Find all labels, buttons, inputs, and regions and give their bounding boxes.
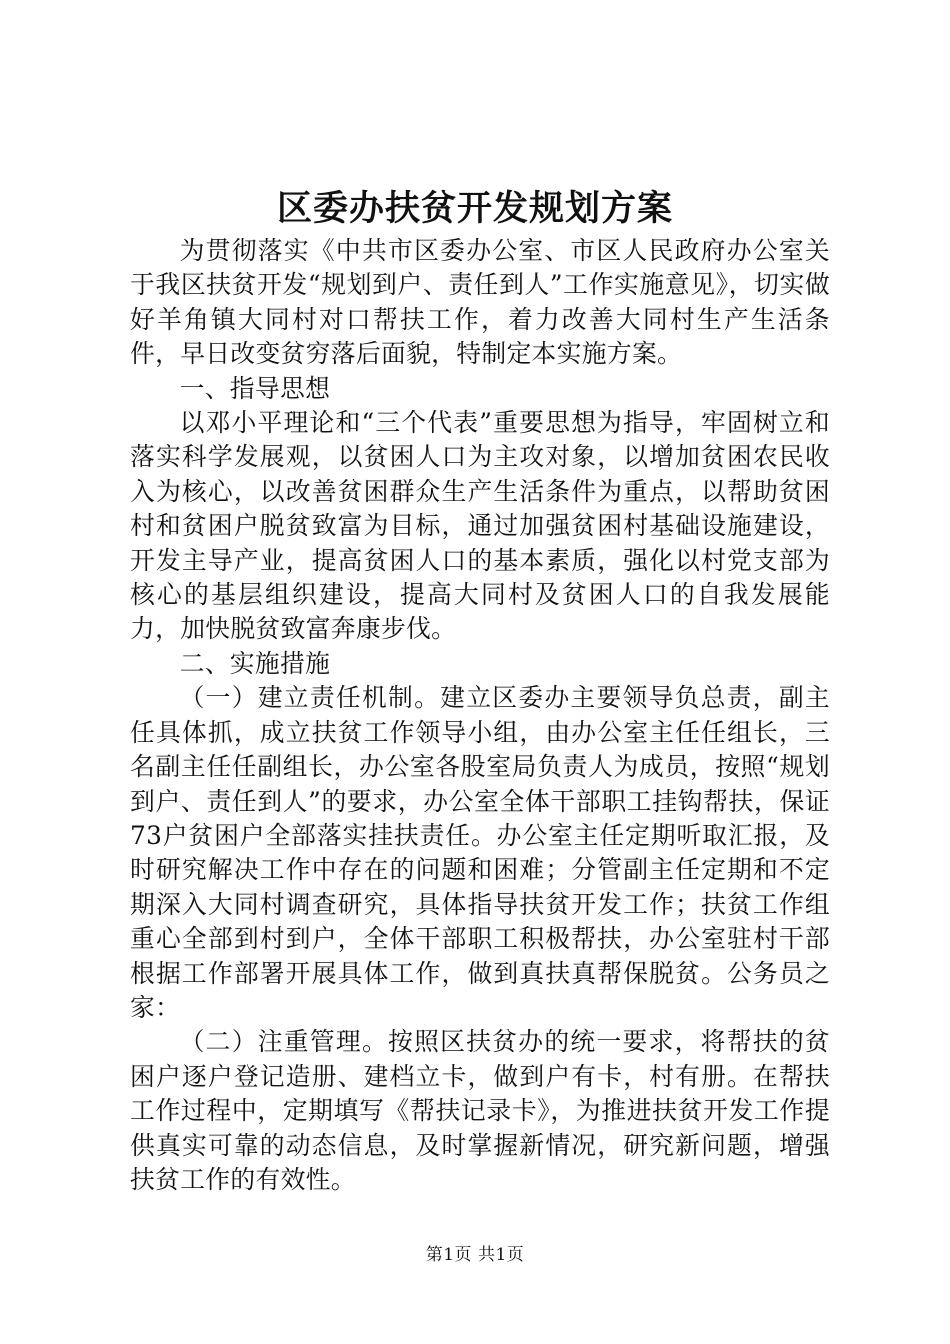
section-heading-guiding-ideology: 一、指导思想: [179, 373, 331, 403]
guiding-ideology-paragraph: 以邓小平理论和“三个代表”重要思想为指导，牢固树立和落实科学发展观，以贫困人口为主攻对象，以增加贫困农民收入为核心，以改善贫困群众生产生活条件为重点，以帮助贫困村和贫困户脱贫致富为目标，通过加强贫困村基础设施建设，开发主导产业，提高贫困人口的基本素质，强化以村党支部为核心的基层组织建设，提高大同村及贫困人口的自我发展能力，加快脱贫致富奔康步伐。: [130, 408, 830, 644]
section-heading-measures: 二、实施措施: [179, 648, 331, 678]
document-body: [130, 234, 830, 1197]
document-title: 区委办扶贫开发规划方案: [276, 188, 673, 229]
intro-paragraph: 为贯彻落实《中共市区委办公室、市区人民政府办公室关于我区扶贫开发“规划到户、责任到人”工作实施意见》，切实做好羊角镇大同村对口帮扶工作，着力改善大同村生产生活条件，早日改变贫穷落后面貌，特制定本实施方案。: [130, 236, 830, 369]
measure-responsibility-paragraph: （一）建立责任机制。建立区委办主要领导负总责，副主任具体抓，成立扶贫工作领导小组，由办公室主任任组长，三名副主任任副组长，办公室各股室局负责人为成员，按照“规划到户、责任到人”的要求，办公室全体干部职工挂钩帮扶，保证73户贫困户全部落实挂扶责任。办公室主任定期听取汇报，及时研究解决工作中存在的问题和困难；分管副主任定期和不定期深入大同村调查研究，具体指导扶贫开发工作；扶贫工作组重心全部到村到户，全体干部职工积极帮扶，办公室驻村干部根据工作部署开展具体工作，做到真扶真帮保脱贫。公务员之家：: [130, 683, 830, 1022]
page-footer: 第1页 共1页: [425, 1245, 525, 1265]
measure-management-paragraph: （二）注重管理。按照区扶贫办的统一要求，将帮扶的贫困户逐户登记造册、建档立卡，做到户有卡，村有册。在帮扶工作过程中，定期填写《帮扶记录卡》，为推进扶贫开发工作提供真实可靠的动态信息，及时掌握新情况，研究新问题，增强扶贫工作的有效性。: [130, 1027, 830, 1194]
